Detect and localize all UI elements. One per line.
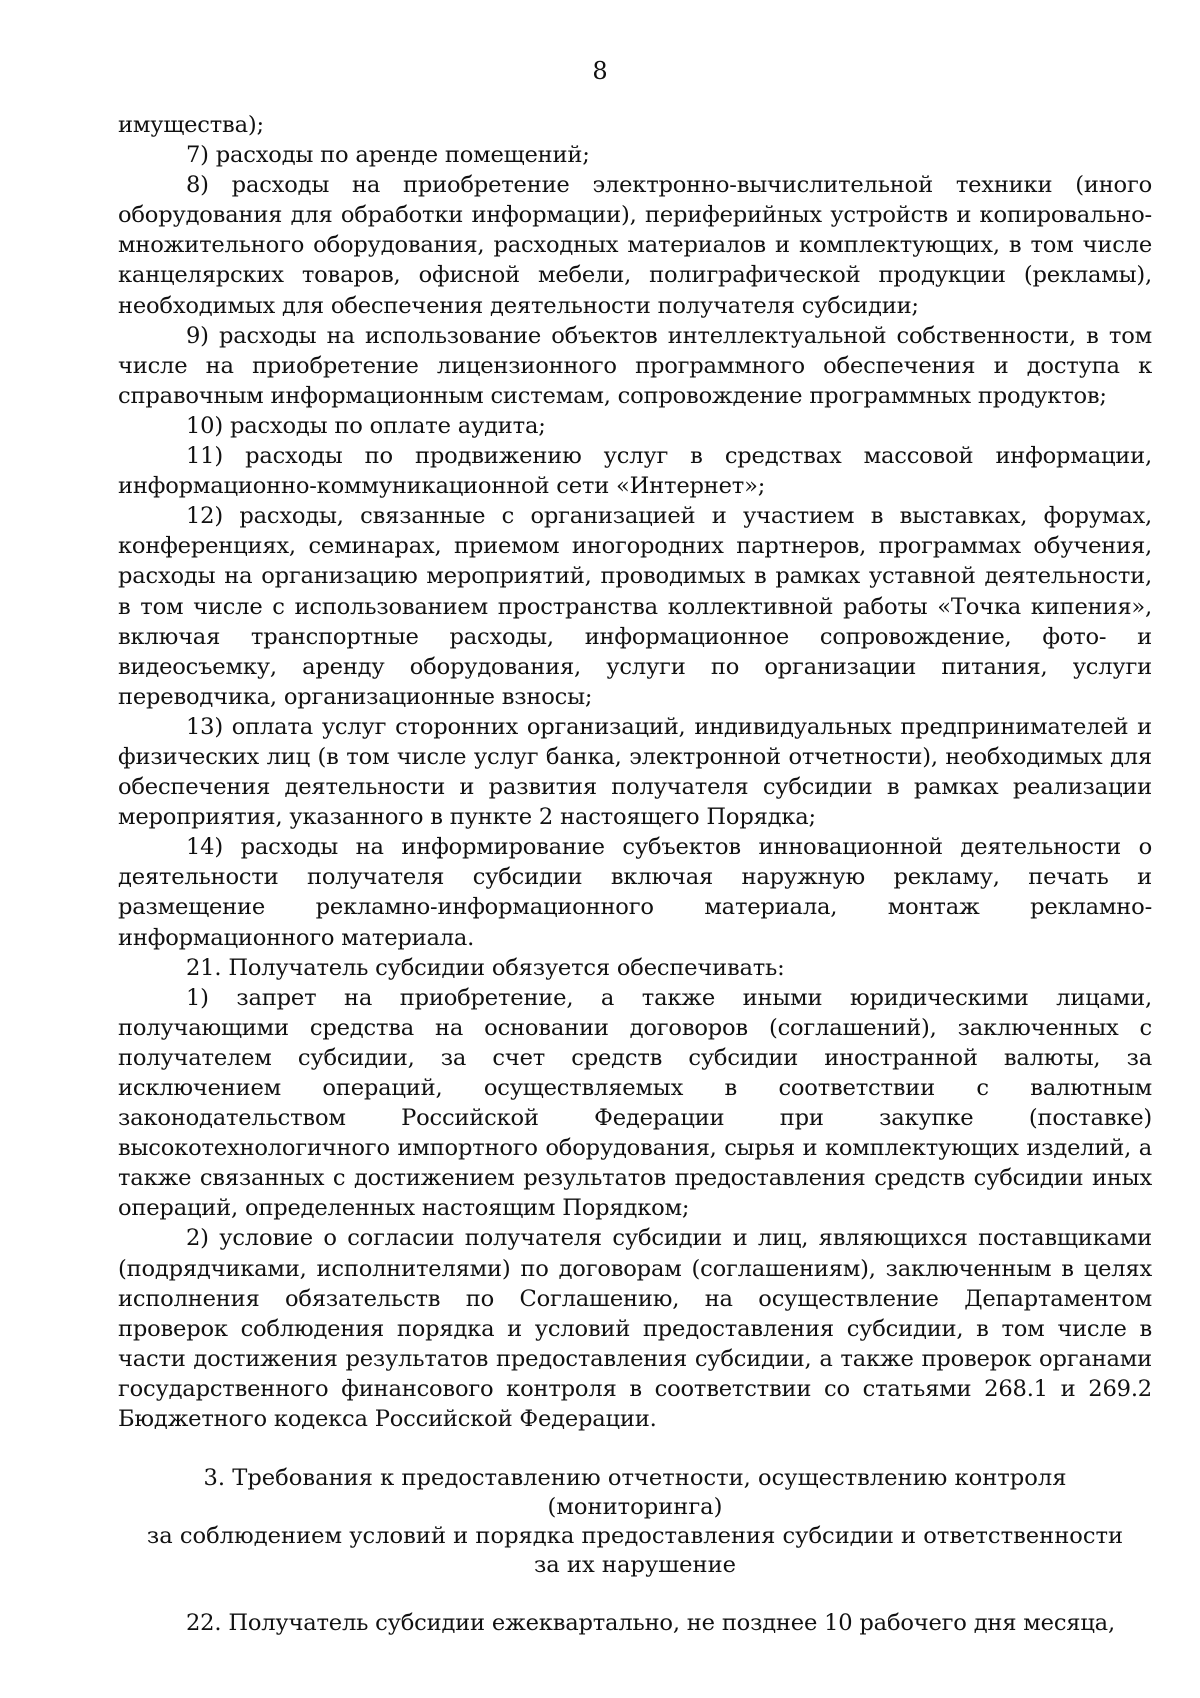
paragraph-p11: 11) расходы по продвижению услуг в средствах массовой информации, информационно-коммуникационной сети «Интернет»; [118,443,1152,500]
paragraph-p10: 10) расходы по оплате аудита; [186,412,546,439]
paragraph-p21_2: 2) условие о согласии получателя субсидии и лиц, являющихся поставщиками (подрядчиками, исполнителями) по договорам (соглашениям), заключенным в целях исполнения обязательств по Соглашению, на осуществление Департаментом проверок соблюдения порядка и условий предоставления субсидии, в том числе в части достижения результатов предоставления субсидии, а также проверок органами государственного финансового контроля в соответствии со статьями 268.1 и 269.2 Бюджетного кодекса Российской Федерации. [118,1225,1152,1433]
paragraph-p14: 14) расходы на информирование субъектов инновационной деятельности о деятельности получателя субсидии включая наружную рекламу, печать и размещение рекламно-информационного материала, монтаж рекламно-информационного материала. [118,834,1152,951]
paragraph-cont: имущества); [118,112,264,138]
paragraph-p21_1: 1) запрет на приобретение, а также иными юридическими лицами, получающими средства на основании договоров (соглашений), заключенных с получателем субсидии, за счет средств субсидии иностранной валюты, за исключением операций, осуществляемых в соответствии с валютным законодательством Российской Федерации при закупке (поставке) высокотехнологичного импортного оборудования, сырья и комплектующих изделий, а также связанных с достижением результатов предоставления средств субсидии иных операций, определенных настоящим Порядком; [118,984,1152,1222]
paragraph-p7: 7) расходы по аренде помещений; [186,142,590,169]
document-body [118,110,1152,1638]
paragraphs-before-section [118,110,1152,1434]
paragraph-p21: 21. Получатель субсидии обязуется обеспечивать: [186,954,785,981]
paragraph-p8: 8) расходы на приобретение электронно-вычислительной техники (иного оборудования для обработки информации), периферийных устройств и копировально-множительного оборудования, расходных материалов и комплектующих, в том числе канцелярских товаров, офисной мебели, полиграфической продукции (рекламы), необходимых для обеспечения деятельности получателя субсидии; [118,172,1152,319]
section-heading-line-1: 3. Требования к предоставлению отчетности, осуществлению контроля (мониторинга) [203,1465,1067,1521]
section-heading [118,1464,1152,1580]
page-number: 8 [592,57,608,85]
paragraph-22: 22. Получатель субсидии ежеквартально, не позднее 10 рабочего дня месяца, [186,1610,1115,1637]
section-heading-line-3: за их нарушение [533,1552,737,1579]
paragraph-p13: 13) оплата услуг сторонних организаций, индивидуальных предпринимателей и физических лиц (в том числе услуг банка, электронной отчетности), необходимых для обеспечения деятельности и развития получателя субсидии в рамках реализации мероприятия, указанного в пункте 2 настоящего Порядка; [118,713,1152,831]
paragraph-p9: 9) расходы на использование объектов интеллектуальной собственности, в том числе на приобретение лицензионного программного обеспечения и доступа к справочным информационным системам, сопровождение программных продуктов; [118,322,1152,409]
section-heading-line-2: за соблюдением условий и порядка предоставления субсидии и ответственности [146,1523,1124,1550]
paragraph-p12: 12) расходы, связанные с организацией и участием в выставках, форумах, конференциях, семинарах, приемом иногородних партнеров, программах обучения, расходы на организацию мероприятий, проводимых в рамках уставной деятельности, в том числе с использованием пространства коллективной работы «Точка кипения», включая транспортные расходы, информационное сопровождение, фото- и видеосъемку, аренду оборудования, услуги по организации питания, услуги переводчика, организационные взносы; [118,503,1152,710]
